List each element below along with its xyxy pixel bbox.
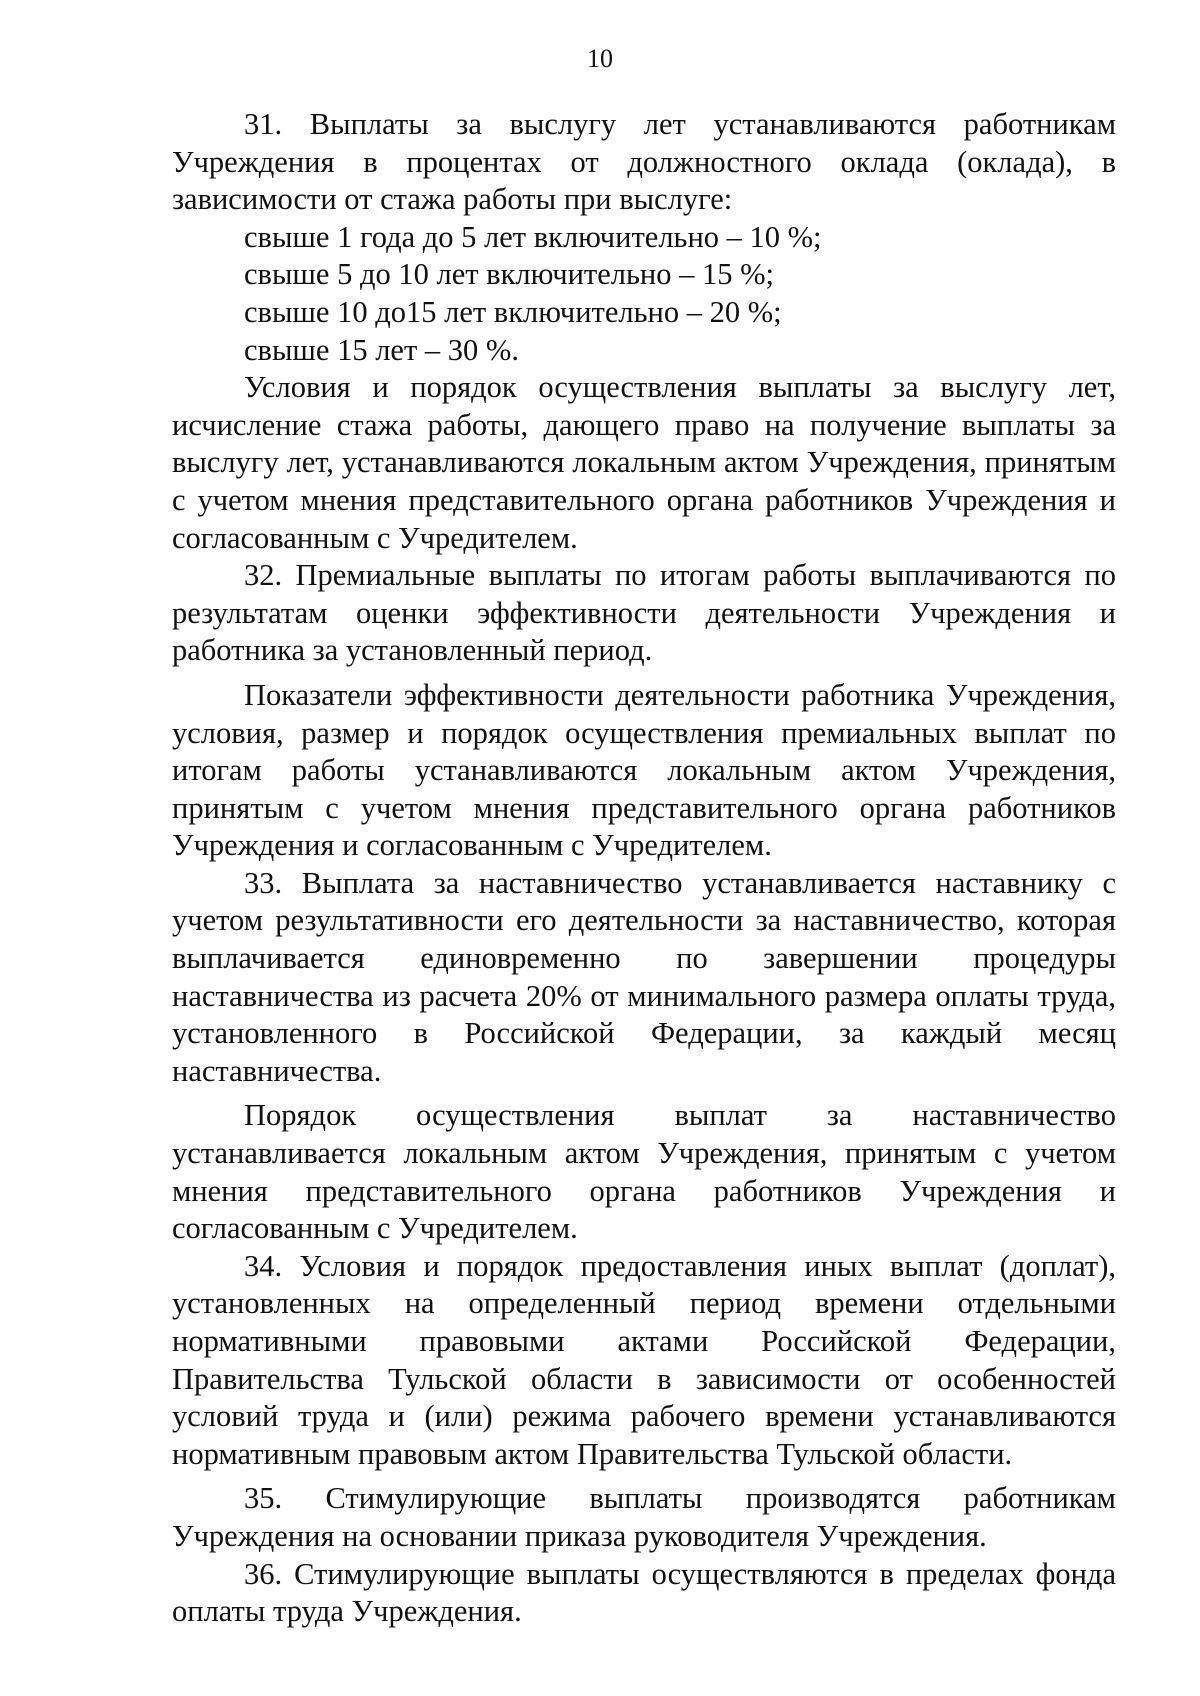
paragraph-33: 33. Выплата за наставничество устанавливается наставнику с учетом результативности его деятельности за наставничество, которая выплачивается единовременно по завершении процедуры наставничества из расчета 20% от минимального размера оплаты труда, установленного в Российской Федерации, за каждый месяц наставничества. bbox=[172, 865, 1116, 1088]
paragraph-31-conditions: Условия и порядок осуществления выплаты за выслугу лет, исчисление стажа работы, дающего право на получение выплаты за выслугу лет, устанавливаются локальным актом Учреждения, принятым с учетом мнения представительного органа работников Учреждения и согласованным с Учредителем. bbox=[172, 370, 1116, 555]
paragraph-32: 32. Премиальные выплаты по итогам работы выплачиваются по результатам оценки эффективности деятельности Учреждения и работника за установленный период. bbox=[172, 558, 1116, 668]
page-number: 10 bbox=[587, 44, 613, 73]
seniority-rate-item-1: свыше 1 года до 5 лет включительно – 10 %; bbox=[244, 219, 822, 254]
paragraph-34: 34. Условия и порядок предоставления иных выплат (доплат), установленных на определенный период времени отдельными нормативными правовыми актами Российской Федерации, Правительства Тульской области в зависимости от особенностей условий труда и (или) режима рабочего времени устанавливаются нормативным правовым актом Правительства Тульской области. bbox=[172, 1248, 1116, 1471]
paragraph-31: 31. Выплаты за выслугу лет устанавливаются работникам Учреждения в процентах от должностного оклада (оклада), в зависимости от стажа работы при выслуге: bbox=[172, 107, 1116, 217]
seniority-rate-item-2: свыше 5 до 10 лет включительно – 15 %; bbox=[244, 257, 774, 292]
paragraph-35: 35. Стимулирующие выплаты производятся работникам Учреждения на основании приказа руководителя Учреждения. bbox=[172, 1481, 1116, 1553]
document-body bbox=[172, 106, 1116, 1631]
seniority-rate-item-4: свыше 15 лет – 30 %. bbox=[244, 332, 519, 367]
paragraph-32-indicators: Показатели эффективности деятельности работника Учреждения, условия, размер и порядок осуществления премиальных выплат по итогам работы устанавливаются локальным актом Учреждения, принятым с учетом мнения представительного органа работников Учреждения и согласованным с Учредителем. bbox=[172, 677, 1116, 863]
paragraph-33-procedure: Порядок осуществления выплат за наставничество устанавливается локальным актом Учреждения, принятым с учетом мнения представительного органа работников Учреждения и согласованным с Учредителем. bbox=[172, 1098, 1116, 1246]
paragraph-36: 36. Стимулирующие выплаты осуществляются в пределах фонда оплаты труда Учреждения. bbox=[172, 1556, 1116, 1629]
seniority-rate-item-3: свыше 10 до15 лет включительно – 20 %; bbox=[244, 294, 782, 329]
